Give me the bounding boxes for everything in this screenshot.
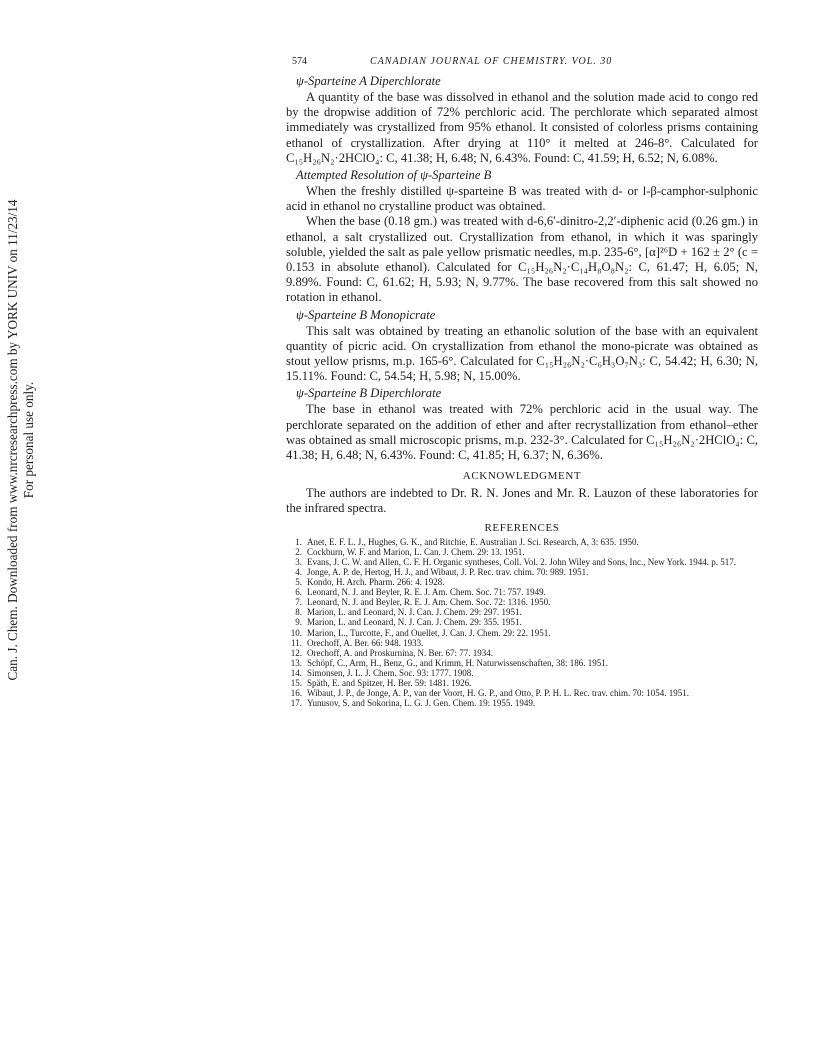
watermark-text xyxy=(5,150,37,730)
reference-text: Evans, J. C. W. and Allen, C. F. H. Organic syntheses, Coll. Vol. 2. John Wiley and Sons, Inc., New York. 1944. p. 517. xyxy=(307,556,737,567)
reference-item xyxy=(286,688,758,698)
section-attempted-resolution xyxy=(286,168,758,306)
reference-number: 6. xyxy=(295,587,302,598)
reference-item xyxy=(286,698,758,708)
reference-text: Simonsen, J. L. J. Chem. Soc. 93: 1777. 1908. xyxy=(307,667,474,678)
reference-text: Marion, L. and Leonard, N. J. Can. J. Chem. 29: 355. 1951. xyxy=(307,617,522,628)
reference-number: 7. xyxy=(295,597,302,608)
section-paragraph: The base in ethanol was treated with 72% perchloric acid in the usual way. The perchlorate separated on the addition of ether and after recrystallization from ethanol–ether was obtained as small microscopic prisms, m.p. 232-3°. Calculated for C₁₅H₂₆N₂·2HClO₄: C, 41.38; H, 6.48; N, 6.43%. Found: C, 41.85; H, 6.37; N, 6.36%. xyxy=(286,402,758,463)
reference-item xyxy=(286,547,758,557)
reference-item xyxy=(286,617,758,627)
reference-number: 4. xyxy=(295,566,302,577)
reference-item xyxy=(286,537,758,547)
journal-title: CANADIAN JOURNAL OF CHEMISTRY. VOL. 30 xyxy=(370,56,613,67)
reference-text: Marion, L. and Leonard, N. J. Can. J. Chem. 29: 297. 1951. xyxy=(307,607,522,618)
reference-number: 17. xyxy=(290,698,302,709)
references-section xyxy=(286,522,758,709)
page-number: 574 xyxy=(292,56,307,67)
reference-number: 13. xyxy=(290,657,302,668)
reference-number: 3. xyxy=(295,556,302,567)
reference-text: Leonard, N. J. and Beyler, R. E. J. Am. Chem. Soc. 72: 1316. 1950. xyxy=(307,597,551,608)
reference-number: 1. xyxy=(295,536,302,547)
reference-text: Orechoff, A. and Proskurnina, N. Ber. 67: 77. 1934. xyxy=(307,647,494,658)
section-heading: ψ-Sparteine A Diperchlorate xyxy=(296,74,441,88)
reference-item xyxy=(286,597,758,607)
reference-text: Jonge, A. P. de, Hertog, H. J., and Wibaut, J. P. Rec. trav. chim. 70: 989. 1951. xyxy=(307,566,589,577)
acknowledgment-heading: ACKNOWLEDGMENT xyxy=(462,470,582,483)
reference-item xyxy=(286,668,758,678)
references-heading: REFERENCES xyxy=(484,521,560,534)
section-a-diperchlorate xyxy=(286,74,758,166)
section-heading: ψ-Sparteine B Monopicrate xyxy=(296,307,436,322)
reference-item xyxy=(286,607,758,617)
reference-item xyxy=(286,628,758,638)
reference-item xyxy=(286,587,758,597)
reference-number: 10. xyxy=(290,627,302,638)
reference-text: Kondo, H. Arch. Pharm. 266: 4. 1928. xyxy=(307,577,445,588)
reference-text: Leonard, N. J. and Beyler, R. E. J. Am. Chem. Soc. 71: 757. 1949. xyxy=(307,587,546,598)
reference-text: Anet, E. F. L. J., Hughes, G. K., and Ritchie, E. Australian J. Sci. Research, A, 3: 635. 1950. xyxy=(307,536,639,547)
section-paragraph: A quantity of the base was dissolved in ethanol and the solution made acid to congo red by the dropwise addition of 72% perchloric acid. The perchlorate which separated almost immediately was crystallized from 95% ethanol. It consisted of colorless prisms containing ethanol of crystallization. After drying at 110° it melted at 246-8°. Calculated for C₁₅H₂₆N₂·2HClO₄: C, 41.38; H, 6.48; N, 6.43%. Found: C, 41.59; H, 6.52; N, 6.08%. xyxy=(286,90,758,165)
reference-item xyxy=(286,638,758,648)
reference-text: Yunusov, S. and Sokorina, L. G. J. Gen. Chem. 19: 1955. 1949. xyxy=(307,698,536,709)
reference-number: 14. xyxy=(290,667,302,678)
reference-text: Späth, E. and Spitzer, H. Ber. 59: 1481. 1926. xyxy=(307,677,472,688)
section-heading: Attempted Resolution of ψ-Sparteine B xyxy=(296,168,492,183)
journal-page xyxy=(286,56,758,708)
watermark-line-source: Can. J. Chem. Downloaded from www.nrcresearchpress.com by YORK UNIV on 11/23/14 xyxy=(5,199,20,681)
reference-text: Orechoff, A. Ber. 66: 948. 1933. xyxy=(307,637,424,648)
reference-text: Marion, L., Turcotte, F., and Ouellet, J. Can. J. Chem. 29: 22. 1951. xyxy=(307,627,551,638)
section-paragraph: When the base (0.18 gm.) was treated with d-6,6′-dinitro-2,2′-diphenic acid (0.26 gm.) in ethanol, a salt crystallized out. Crystallization from ethanol, in which it was sparingly soluble, yielded the salt as pale yellow prismatic needles, m.p. 235-6°, [α]²⁶D + 162 ± 2° (c = 0.153 in absolute ethanol). Calculated for C₁₅H₂₆N₂·C₁₄H₈O₈N₂: C, 61.47; H, 6.05; N, 9.89%. Found: C, 61.62; H, 5.93; N, 9.77%. The base recovered from this salt showed no rotation in ethanol. xyxy=(286,214,758,305)
reference-number: 15. xyxy=(290,677,302,688)
reference-number: 5. xyxy=(295,577,302,588)
section-b-diperchlorate xyxy=(286,386,758,463)
running-head xyxy=(286,56,758,70)
section-heading: ψ-Sparteine B Diperchlorate xyxy=(296,386,442,401)
reference-item xyxy=(286,658,758,668)
reference-number: 8. xyxy=(295,607,302,618)
reference-number: 16. xyxy=(290,688,302,699)
acknowledgment-text: The authors are indebted to Dr. R. N. Jones and Mr. R. Lauzon of these laboratories for the infrared spectra. xyxy=(286,486,758,516)
download-watermark xyxy=(4,160,38,720)
reference-text: Wibaut, J. P., de Jonge, A. P., van der Voort, H. G. P., and Otto, P. P. H. L. Rec. trav. chim. 70: 1054. 1951. xyxy=(307,688,689,699)
reference-item xyxy=(286,678,758,688)
reference-item xyxy=(286,648,758,658)
reference-number: 12. xyxy=(290,647,302,658)
watermark-line-usage: For personal use only. xyxy=(21,381,36,499)
reference-text: Schöpf, C., Arm, H., Benz, G., and Krimm, H. Naturwissenschaften, 38: 186. 1951. xyxy=(307,657,608,668)
section-paragraph: When the freshly distilled ψ-sparteine B was treated with d- or l-β-camphor-sulphonic acid in ethanol no crystalline product was obtained. xyxy=(286,184,758,214)
acknowledgment-section xyxy=(286,470,758,516)
reference-number: 11. xyxy=(291,637,302,648)
reference-item xyxy=(286,567,758,577)
reference-number: 9. xyxy=(295,617,302,628)
reference-number: 2. xyxy=(295,546,302,557)
section-paragraph: This salt was obtained by treating an ethanolic solution of the base with an equivalent quantity of picric acid. On crystallization from ethanol the mono-picrate was obtained as stout yellow prisms, m.p. 165-6°. Calculated for C₁₅H₂₆N₂·C₆H₃O₇N₃: C, 54.42; H, 6.30; N, 15.11%. Found: C, 54.54; H, 5.98; N, 15.00%. xyxy=(286,323,758,384)
reference-item xyxy=(286,577,758,587)
reference-text: Cockburn, W. F. and Marion, L. Can. J. Chem. 29: 13. 1951. xyxy=(307,546,525,557)
reference-item xyxy=(286,557,758,567)
section-b-monopicrate xyxy=(286,308,758,385)
reference-list xyxy=(286,537,758,709)
